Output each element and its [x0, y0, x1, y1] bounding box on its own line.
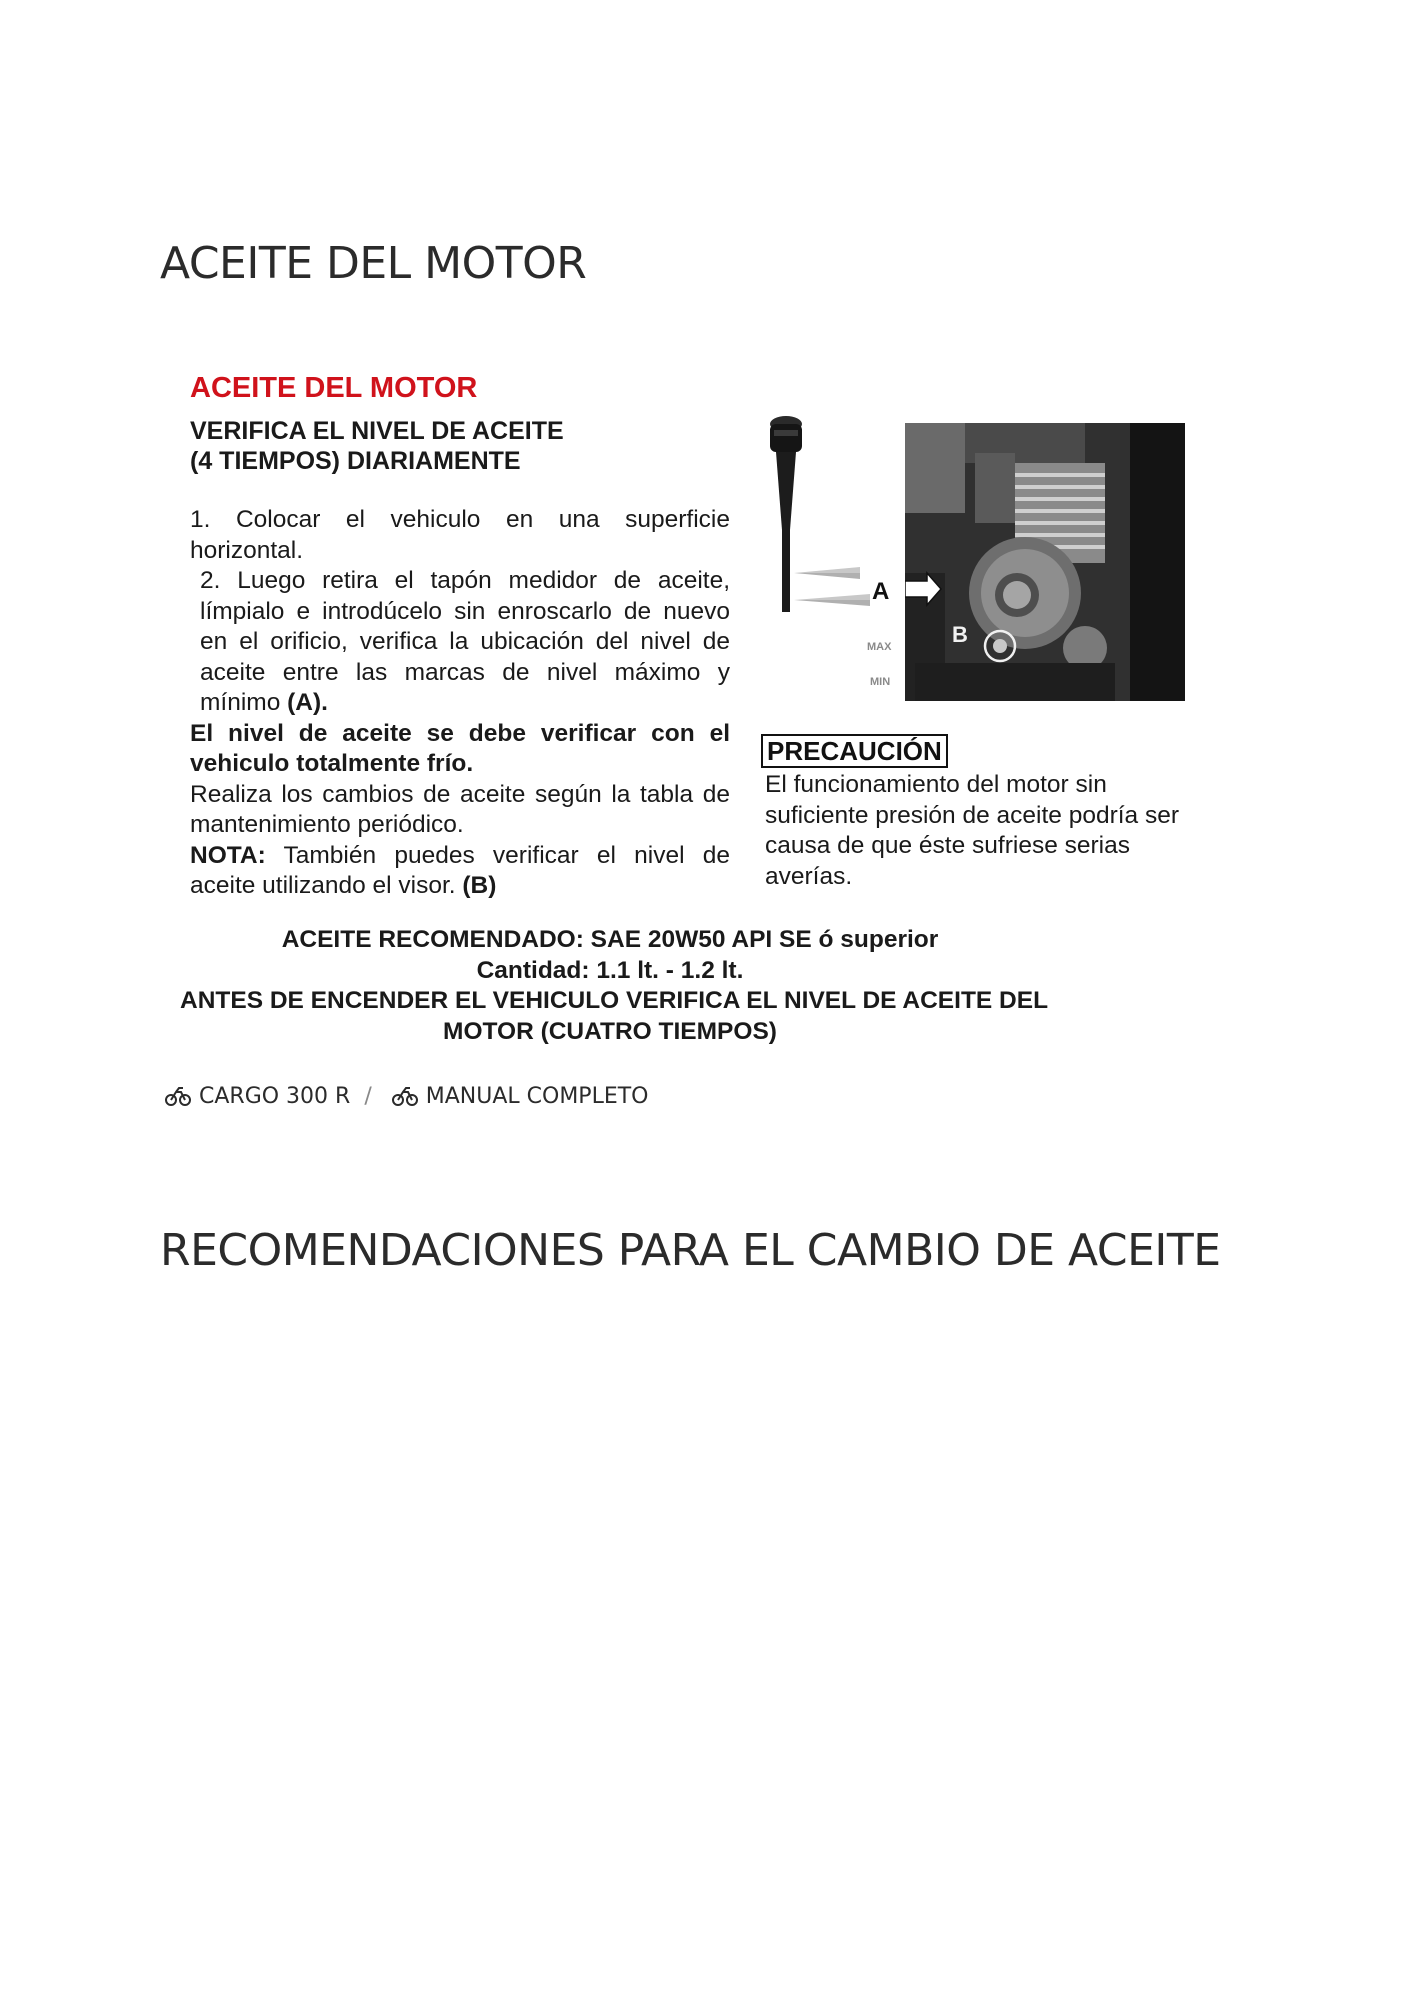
recommend-line: MOTOR (CUATRO TIEMPOS) — [443, 1017, 777, 1045]
dipstick-illustration — [760, 410, 880, 620]
note-label: NOTA: — [190, 841, 266, 869]
callout-a-label: A — [872, 578, 890, 605]
instructions-text — [190, 505, 730, 902]
scan-subtitle — [190, 416, 750, 476]
breadcrumb-separator: / — [364, 1083, 372, 1109]
step-2 — [190, 566, 730, 719]
breadcrumb — [165, 1078, 648, 1114]
recommend-line: ANTES DE ENCENDER EL VEHICULO VERIFICA EL NIVEL DE ACEITE DEL — [180, 987, 1049, 1014]
note-text: También puedes verificar el nivel de aceite utilizando el visor. — [190, 841, 730, 899]
section-heading: RECOMENDACIONES PARA EL CAMBIO DE ACEITE — [160, 1225, 1221, 1276]
dipstick-min-label: MIN — [870, 676, 891, 688]
cold-check-text: El nivel de aceite se debe verificar con el vehiculo totalmente frío. — [190, 719, 730, 777]
breadcrumb-item-manual-completo[interactable]: MANUAL COMPLETO — [425, 1083, 649, 1109]
sight-glass-note — [190, 841, 730, 902]
scan-subtitle-line: (4 TIEMPOS) DIARIAMENTE — [190, 447, 521, 475]
engine-photo — [905, 423, 1185, 701]
scan-subtitle-line: VERIFICA EL NIVEL DE ACEITE — [190, 417, 564, 445]
maintenance-note: Realiza los cambios de aceite según la tabla de mantenimiento periódico. — [190, 780, 730, 838]
motorcycle-icon — [392, 1085, 418, 1107]
caution-text — [765, 770, 1225, 892]
callout-b-label: B — [952, 622, 968, 647]
cold-check-warning — [190, 719, 730, 780]
step-1: 1. Colocar el vehiculo en una superficie horizontal. — [190, 506, 730, 564]
caution-line: causa de que éste sufriese serias — [765, 832, 1130, 859]
page-title: ACEITE DEL MOTOR — [160, 238, 587, 289]
dipstick-max-label: MAX — [867, 641, 892, 653]
step-2-ref: (A). — [287, 689, 328, 716]
step-2-text: 2. Luego retira el tapón medidor de aceite, límpialo e introdúcelo sin enroscarlo de nuevo en el orificio, verifica la ubicación del nivel de aceite entre las marcas de nivel máximo y mínimo — [200, 567, 730, 716]
breadcrumb-item-cargo-300r[interactable]: CARGO 300 R — [199, 1083, 351, 1109]
recommend-line: ACEITE RECOMENDADO: SAE 20W50 API SE ó superior — [281, 926, 939, 953]
oil-instructions-panel — [180, 360, 1240, 1060]
caution-line: El funcionamiento del motor sin — [765, 771, 1107, 798]
note-ref: (B) — [462, 872, 497, 899]
motorcycle-icon — [165, 1085, 191, 1107]
recommend-line: Cantidad: 1.1 lt. - 1.2 lt. — [476, 956, 744, 984]
caution-title: PRECAUCIÓN — [761, 734, 948, 768]
caution-line: suficiente presión de aceite podría ser — [765, 801, 1180, 829]
recommended-oil-block — [180, 925, 1049, 1047]
scan-title: ACEITE DEL MOTOR — [190, 372, 478, 404]
caution-line: averías. — [765, 862, 853, 890]
